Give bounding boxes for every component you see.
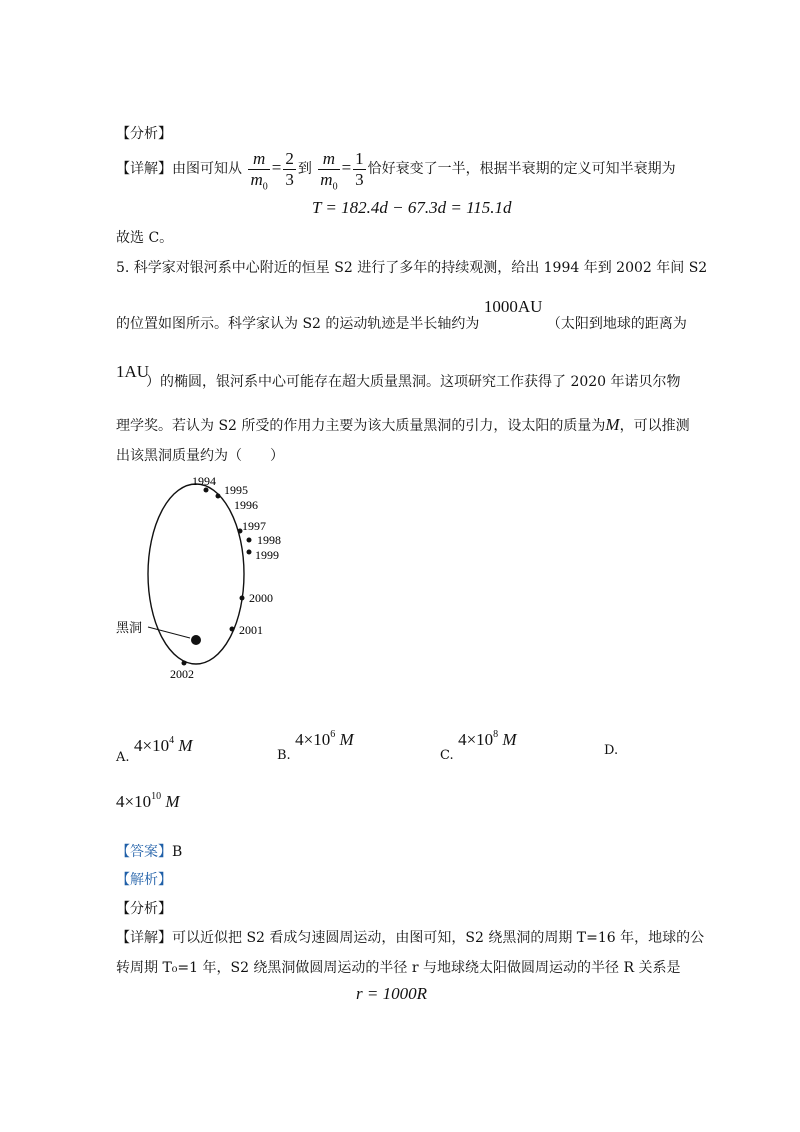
question-line-4-text-b: ，可以推测 — [619, 418, 690, 434]
option-b-label: B. — [277, 748, 291, 763]
answer-line — [116, 842, 182, 862]
question-line-5: 出该黑洞质量约为（ ） — [116, 448, 284, 464]
half-life-formula: T = 182.4d − 67.3d = 115.1d — [312, 198, 512, 217]
explain-tag: 【解析】 — [116, 872, 172, 888]
black-hole-dot — [191, 635, 201, 645]
value-fraction-2 — [353, 149, 366, 190]
conclusion-text: 故选 C。 — [116, 230, 174, 246]
option-d-value — [116, 792, 180, 812]
val1-num: 2 — [285, 148, 294, 168]
answer-analysis-tag: 【分析】 — [116, 901, 172, 917]
option-b-unit: M — [339, 730, 354, 749]
year-label-2001: 2001 — [239, 623, 263, 637]
question-line-2 — [116, 297, 687, 334]
option-c[interactable] — [440, 729, 517, 763]
question-line-3: ）的椭圆，银河系中心可能存在超大质量黑洞。这项研究工作获得了 2020 年诺贝尔物 — [146, 374, 681, 390]
position-dot-1998 — [247, 538, 252, 543]
semi-major-axis-value: 1000AU — [483, 297, 543, 316]
frac2-den-sub: 0 — [332, 180, 338, 192]
answer-detail-tag: 【详解】 — [116, 930, 172, 946]
frac1-den-sub: 0 — [262, 180, 268, 192]
au-unit: 1AU — [116, 362, 150, 381]
option-d-unit: M — [165, 792, 180, 811]
year-label-1994: 1994 — [192, 474, 216, 488]
detail-text-2: 恰好衰变了一半，根据半衰期的定义可知半衰期为 — [367, 161, 676, 177]
question-line-4-text: 理学奖。若认为 S2 所受的作用力主要为该大质量黑洞的引力，设太阳的质量为 — [116, 418, 606, 434]
detail-text-1: 由图可知从 — [172, 161, 242, 177]
answer-tag: 【答案】 — [116, 844, 172, 860]
answer-detail-text-1: 可以近似把 S2 看成匀速圆周运动，由图可知，S2 绕黑洞的周期 T=16 年，地球的公 — [172, 930, 705, 946]
year-label-1998: 1998 — [257, 533, 281, 547]
analysis-tag: 【分析】 — [116, 126, 172, 142]
year-label-1996: 1996 — [234, 498, 258, 512]
option-a-exp: 4 — [169, 735, 175, 746]
position-dot-1995 — [216, 494, 221, 499]
option-b[interactable] — [277, 729, 354, 763]
year-label-1995: 1995 — [224, 483, 248, 497]
position-dot-1999 — [247, 550, 252, 555]
position-dot-2002 — [182, 661, 187, 666]
frac2-den: m — [320, 169, 333, 189]
option-c-unit: M — [502, 730, 517, 749]
option-c-label: C. — [440, 748, 454, 763]
year-label-2000: 2000 — [249, 591, 273, 605]
option-c-coef: 4×10 — [458, 730, 494, 749]
option-a-unit: M — [178, 736, 193, 755]
option-b-coef: 4×10 — [295, 730, 331, 749]
option-b-exp: 6 — [330, 729, 336, 740]
option-a[interactable] — [116, 735, 193, 765]
mass-ratio-fraction-1 — [248, 149, 269, 190]
year-label-2002: 2002 — [170, 667, 194, 681]
question-line-4 — [116, 415, 690, 436]
option-d-label: D. — [604, 743, 619, 758]
frac1-num: m — [252, 148, 266, 168]
option-a-coef: 4×10 — [133, 736, 170, 755]
position-dot-2000 — [240, 596, 245, 601]
year-label-1999: 1999 — [255, 548, 279, 562]
value-fraction-1 — [283, 149, 296, 190]
radius-relation-formula: r = 1000R — [356, 984, 427, 1003]
option-d[interactable] — [604, 740, 618, 761]
option-d-coef: 4×10 — [116, 792, 152, 811]
val2-num: 1 — [355, 148, 364, 168]
question-line-2-text-b: （太阳到地球的距离为 — [546, 316, 687, 332]
option-a-label: A. — [116, 750, 130, 765]
mass-ratio-fraction-2 — [318, 149, 339, 190]
black-hole-label: 黑洞 — [116, 620, 143, 635]
black-hole-pointer-line — [148, 627, 190, 638]
position-dot-2001 — [230, 627, 235, 632]
year-label-1997: 1997 — [242, 519, 266, 533]
option-c-exp: 8 — [493, 729, 499, 740]
orbit-figure — [112, 474, 312, 684]
answer-value: B — [172, 844, 183, 860]
question-line-2-text-a: 的位置如图所示。科学家认为 S2 的运动轨迹是半长轴约为 — [116, 316, 480, 332]
val1-den: 3 — [285, 169, 294, 189]
frac1-den: m — [250, 169, 263, 189]
answer-detail-line-2: 转周期 T₀=1 年，S2 绕黑洞做圆周运动的半径 r 与地球绕太阳做圆周运动的半径 R 关系是 — [116, 960, 681, 976]
option-d-exp: 10 — [151, 791, 162, 802]
equals-1: = — [271, 158, 282, 177]
val2-den: 3 — [355, 169, 364, 189]
position-dot-1994 — [204, 488, 209, 493]
equals-2: = — [341, 158, 352, 177]
detail-paragraph — [116, 146, 676, 191]
question-line-1: 5. 科学家对银河系中心附近的恒星 S2 进行了多年的持续观测，给出 1994 年到 2002 年间 S2 — [116, 260, 708, 276]
detail-tag: 【详解】 — [116, 161, 172, 177]
to-text: 到 — [297, 161, 312, 177]
answer-detail-line-1 — [116, 928, 704, 948]
frac2-num: m — [322, 148, 336, 168]
sun-mass-symbol: M — [605, 415, 620, 434]
